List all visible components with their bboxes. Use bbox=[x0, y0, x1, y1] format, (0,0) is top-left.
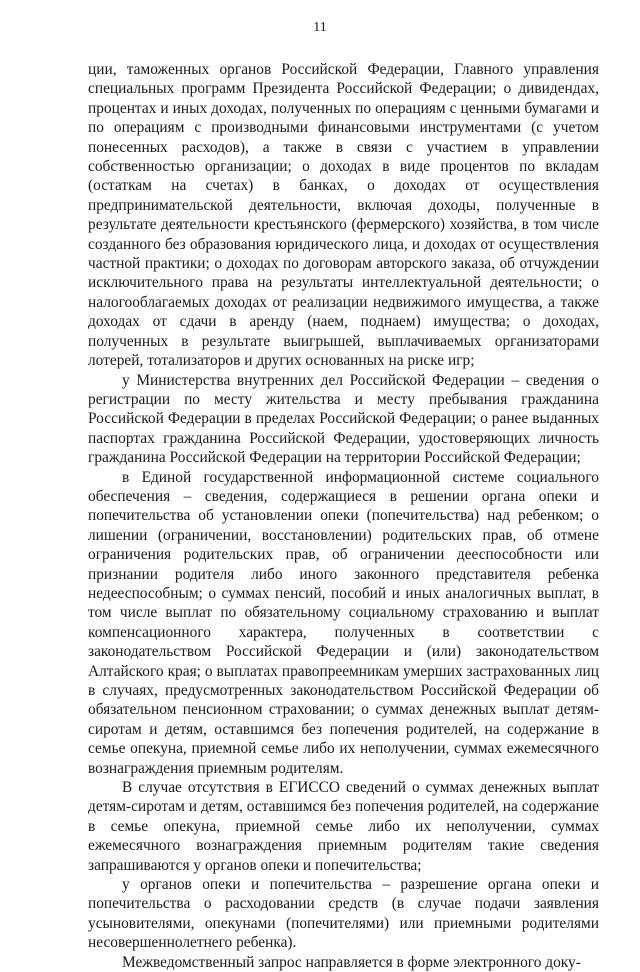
page-body bbox=[88, 60, 599, 972]
page-number: 11 bbox=[313, 20, 327, 35]
paragraph-6: Межведомственный запрос направляется в форме электронного доку- bbox=[122, 953, 581, 971]
paragraph-3: в Единой государственной информационной системе социального обеспечения – сведения, содержащиеся в решении органа опеки и попечительства об установлении опеки (попечительства) над ребенком; о лишении (ограничении, восстановлении) родительских прав, об отмене ограничения родительских прав, об ограничении дееспособности или признании родителя либо иного законного представителя ребенка недееспособным; о суммах пенсий, пособий и иных аналогичных выплат, в том числе выплат по обязательному социальному страхованию и выплат компенсационного характера, полученных в соответствии с законодательством Российской Федерации и (или) законодательством Алтайского края; о выплатах правопреемникам умерших застрахованных лиц в случаях, предусмотренных законодательством Российской Федерации об обязательном пенсионном страховании; о суммах денежных выплат детям-сиротам и детям, оставшимся без попечения родителей, на содержание в семье опекуна, приемной семье либо их неполучении, суммах ежемесячного вознаграждения приемным родителям. bbox=[88, 468, 599, 777]
paragraph-2: у Министерства внутренних дел Российской Федерации – сведения о регистрации по месту жительства и месту пребывания гражданина Российской Федерации в пределах Российской Федерации; о ранее выданных паспортах гражданина Российской Федерации, удостоверяющих личность гражданина Российской Федерации на территории Российской Федерации; bbox=[88, 371, 599, 467]
paragraph-4: В случае отсутствия в ЕГИССО сведений о суммах денежных выплат детям-сиротам и детям, оставшимся без попечения родителей, на содержание в семье опекуна, приемной семье либо их неполучении, суммах ежемесячного вознаграждения приемным родителям такие сведения запрашиваются у органов опеки и попечительства; bbox=[88, 779, 599, 874]
paragraph-1: ции, таможенных органов Российской Федерации, Главного управления специальных программ Президента Российской Федерации; о дивидендах, процентах и иных доходах, полученных по операциям с ценными бумагами и по операциям с производными финансовыми инструментами (с учетом понесенных расходов), а также в связи с участием в управлении собственностью организации; о доходах в виде процентов по вкладам (остаткам на счетах) в банках, о доходах от осуществления предпринимательской деятельности, включая доходы, полученные в результате деятельности крестьянского (фермерского) хозяйства, в том числе созданного без образования юридического лица, и доходах от осуществления частной практики; о доходах по договорам авторского заказа, об отчуждении исключительного права на результаты интеллектуальной деятельности; о налогооблагаемых доходах от реализации недвижимого имущества, а также доходах от сдачи в аренду (наем, поднаем) имущества; о доходах, полученных в результате выигрышей, выплачиваемых организаторами лотерей, тотализаторов и других основанных на риске игр; bbox=[88, 61, 599, 370]
paragraph-5: у органов опеки и попечительства – разрешение органа опеки и попечительства о расходовании средств (в случае подачи заявления усыновителями, опекунами (попечителями) или приемными родителями несовершеннолетнего ребенка). bbox=[88, 876, 599, 952]
